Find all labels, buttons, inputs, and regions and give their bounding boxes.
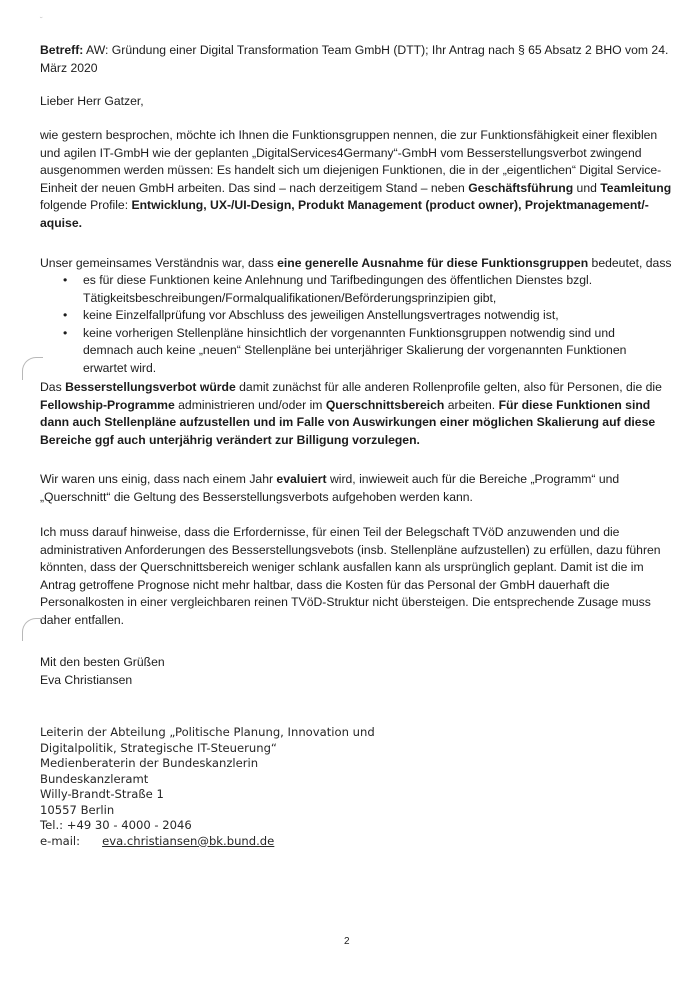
punch-hole-mark [22,357,43,380]
paragraph-functions [40,127,672,233]
signature-phone [40,818,672,834]
list-item: • keine Einzelfallprüfung vor Abschluss des jeweiligen Anstellungsvertrages notwendig ist, [63,307,663,325]
p1-bold-teamlead: Teamleitung [600,180,672,195]
subject-label: Betreff: [40,43,84,57]
p1-bold-profiles: Entwicklung, UX-/UI-Design, Produkt Management (product owner), Projektmanagement/-aquise. [40,198,649,230]
list-item: • es für diese Funktionen keine Anlehnung und Tarifbedingungen des öffentlichen Dienstes bzgl. Tätigkeitsbeschreibungen/Formalqualifikationen/Beförderungsprinzipien gibt, [63,272,663,307]
signature-email [40,834,672,850]
paragraph-evaluation [40,471,672,506]
page-number: 2 [344,936,350,947]
p4-text-b: wird, inwieweit auch für die Bereiche „Programm“ und „Querschnitt“ die Geltung des Besserstellungsverbots aufgehoben werden kann. [40,472,620,504]
p3-bold-b: Fellowship-Programme [40,397,175,412]
signature-office: Bundeskanzleramt [40,771,149,786]
list-item: • keine vorherigen Stellenpläne hinsichtlich der vorgenannten Funktionsgruppen notwendig sind und demnach auch keine „neuen“ Stellenpläne bei unterjähriger Skalierung der vorgenannten Funktionen erwartet wird. [63,325,663,378]
p3-bold-a: Besserstellungsverbot würde [65,380,236,394]
subject-line [40,42,672,77]
closing-greeting: Mit den besten Grüßen [40,655,165,669]
phone-label: Tel.: [40,818,64,832]
punch-hole-mark [22,618,43,641]
p1-text-a: wie gestern besprochen, möchte ich Ihnen die Funktionsgruppen nennen, die zur Funktionsfähigkeit einer flexiblen und agilen IT-GmbH wie der geplanten „DigitalServices4Germany“-GmbH vom Besserstellungsverbot zwingend ausgenommen werden müssen: Es handelt sich um diejenigen Funktionen, die in der „eigentlichen“ Digital Service-Einheit der neuen GmbH arbeiten. Das sind – nach derzeitigem Stand – neben [40,128,662,195]
signature-city: 10557 Berlin [40,802,115,817]
signature-position: Medienberaterin der Bundeskanzlerin [40,756,259,770]
phone-number: +49 30 - 4000 - 2046 [63,818,192,832]
exception-list [63,272,663,378]
p3-text-d: arbeiten. [444,397,499,412]
p4-bold: evaluiert [276,472,327,486]
signature-role-line1: Leiterin der Abteilung „Politische Planung, Innovation und [40,725,375,739]
subject-text: AW: Gründung einer Digital Transformation Team GmbH (DTT); Ihr Antrag nach § 65 Absatz 2 BHO vom 24. März 2020 [40,43,669,75]
email-label: e-mail: [40,833,81,848]
signature-street: Willy-Brandt-Straße 1 [40,787,164,801]
p3-bold-d: Für diese Funktionen sind dann auch Stellenpläne aufzustellen und im Falle von Auswirkungen einer möglichen Skalierung auf diese Bereiche ggf auch unterjährig verändert zur Billigung vorzulegen. [40,397,656,447]
closing-name: Eva Christiansen [40,672,133,687]
scan-corner-mark: ˘ [40,16,43,25]
p3-text-b: damit zunächst für alle anderen Rollenprofile gelten, also für Personen, die die [235,380,662,394]
p1-text-c: folgende Profile: [40,198,132,213]
p3-text-a: Das [40,380,66,394]
signature-block [40,725,672,849]
signature-role-line2: Digitalpolitik, Strategische IT-Steuerung“ [40,740,277,755]
p2-text-b: bedeutet, dass [588,256,672,270]
p4-text-a: Wir waren uns einig, dass nach einem Jahr [40,472,277,486]
p3-text-c: administrieren und/oder im [174,397,326,412]
paragraph-understanding [40,255,672,273]
p2-bold-exception: eine generelle Ausnahme für diese Funktionsgruppen [277,256,589,270]
p3-bold-c: Querschnittsbereich [325,397,445,412]
paragraph-prohibition [40,379,672,449]
email-link[interactable]: eva.christiansen@bk.bund.de [102,833,275,848]
paragraph-notice: Ich muss darauf hinweise, dass die Erfordernisse, für einen Teil der Belegschaft TVöD anzuwenden und die administrativen Anforderungen des Besserstellungsvebots (insb. Stellenpläne aufzustellen) zu erfüllen, dazu führen könnten, dass der Querschnittsbereich weniger schlank ausfallen kann als ursprünglich geplant. Damit ist die im Antrag getroffene Prognose nicht mehr haltbar, dass die Kosten für das Personal der GmbH dauerhaft die Personalkosten in einer vergleichbaren reinen TVöD-Struktur nicht übersteigen. Die entsprechende Zusage muss daher entfallen. [40,525,661,627]
p1-text-b: und [573,180,601,195]
salutation: Lieber Herr Gatzer, [40,94,144,108]
p1-bold-management: Geschäftsführung [468,180,574,195]
closing [40,654,672,689]
p2-text-a: Unser gemeinsames Verständnis war, dass [40,256,278,270]
